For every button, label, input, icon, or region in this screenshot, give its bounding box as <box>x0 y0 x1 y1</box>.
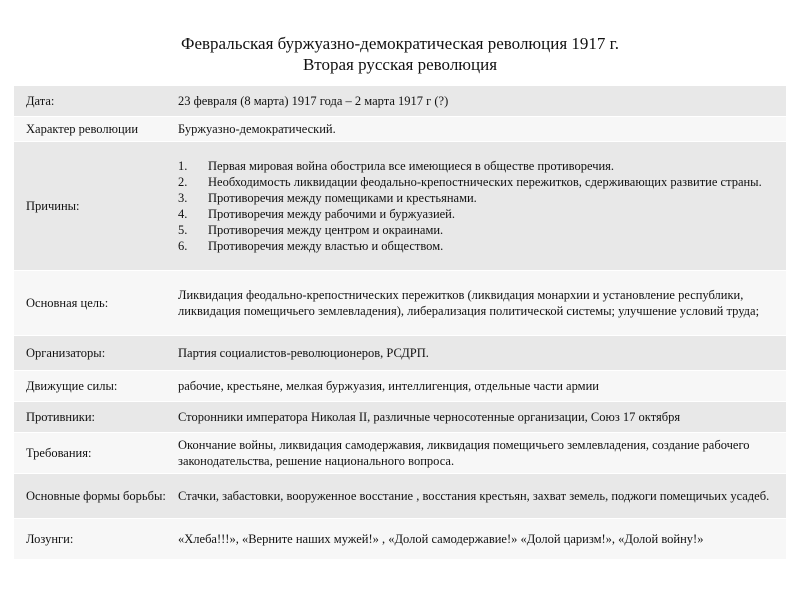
list-item: 1. Первая мировая война обострила все имеющиеся в обществе противоречия. <box>178 159 615 173</box>
row-value: Ликвидация феодально-крепостнических пережитков (ликвидация монархии и установление республики, ликвидация помещичьего землевладения), либерализация политической системы; улучшение условий труда; <box>178 288 760 318</box>
page-title <box>0 33 800 75</box>
row-opponents <box>14 402 786 433</box>
row-label: Характер революции <box>26 122 139 136</box>
title-line-2: Вторая русская революция <box>302 55 498 74</box>
list-item: 5. Противоречия между центром и окраинами. <box>178 223 444 237</box>
row-label: Дата: <box>26 94 55 108</box>
row-date <box>14 86 786 117</box>
row-label: Требования: <box>26 446 92 460</box>
row-value: Буржуазно-демократический. <box>178 122 336 136</box>
row-goal <box>14 271 786 336</box>
row-forms <box>14 474 786 519</box>
row-value: «Хлеба!!!», «Верните наших мужей!» , «Долой самодержавие!» «Долой царизм!», «Долой войну!» <box>178 532 704 546</box>
row-value: Окончание войны, ликвидация самодержавия, ликвидация помещичьего землевладения, создание рабочего законодательства, решение национального вопроса. <box>178 438 750 468</box>
revolution-table <box>14 86 786 560</box>
row-label: Движущие силы: <box>26 379 118 393</box>
row-value: Партия социалистов-революционеров, РСДРП. <box>178 346 429 360</box>
row-label: Лозунги: <box>26 532 74 546</box>
row-label: Причины: <box>26 199 80 213</box>
row-driving-forces <box>14 371 786 402</box>
row-label: Противники: <box>26 410 96 424</box>
row-causes <box>14 142 786 271</box>
row-value: рабочие, крестьяне, мелкая буржуазия, интеллигенция, отдельные части армии <box>178 379 599 393</box>
title-line-1: Февральская буржуазно-демократическая революция 1917 г. <box>181 34 619 53</box>
row-value: Сторонники императора Николая II, различные черносотенные организации, Союз 17 октября <box>178 410 681 424</box>
row-value: Стачки, забастовки, вооруженное восстание , восстания крестьян, захват земель, поджоги помещичьих усадеб. <box>178 489 770 503</box>
row-label: Организаторы: <box>26 346 106 360</box>
row-demands <box>14 433 786 474</box>
row-label: Основная цель: <box>26 296 109 310</box>
row-label: Основные формы борьбы: <box>26 489 166 503</box>
row-value: 23 февраля (8 марта) 1917 года – 2 марта 1917 г (?) <box>178 94 449 108</box>
row-character <box>14 117 786 142</box>
row-organizers <box>14 336 786 371</box>
list-item: 2. Необходимость ликвидации феодально-крепостнических пережитков, сдерживающих развитие страны. <box>178 175 762 189</box>
causes-list <box>168 158 786 254</box>
list-item: 3. Противоречия между помещиками и крестьянами. <box>178 191 477 205</box>
list-item: 6. Противоречия между властью и обществом. <box>178 239 444 253</box>
row-slogans <box>14 519 786 560</box>
list-item: 4. Противоречия между рабочими и буржуазией. <box>178 207 455 221</box>
